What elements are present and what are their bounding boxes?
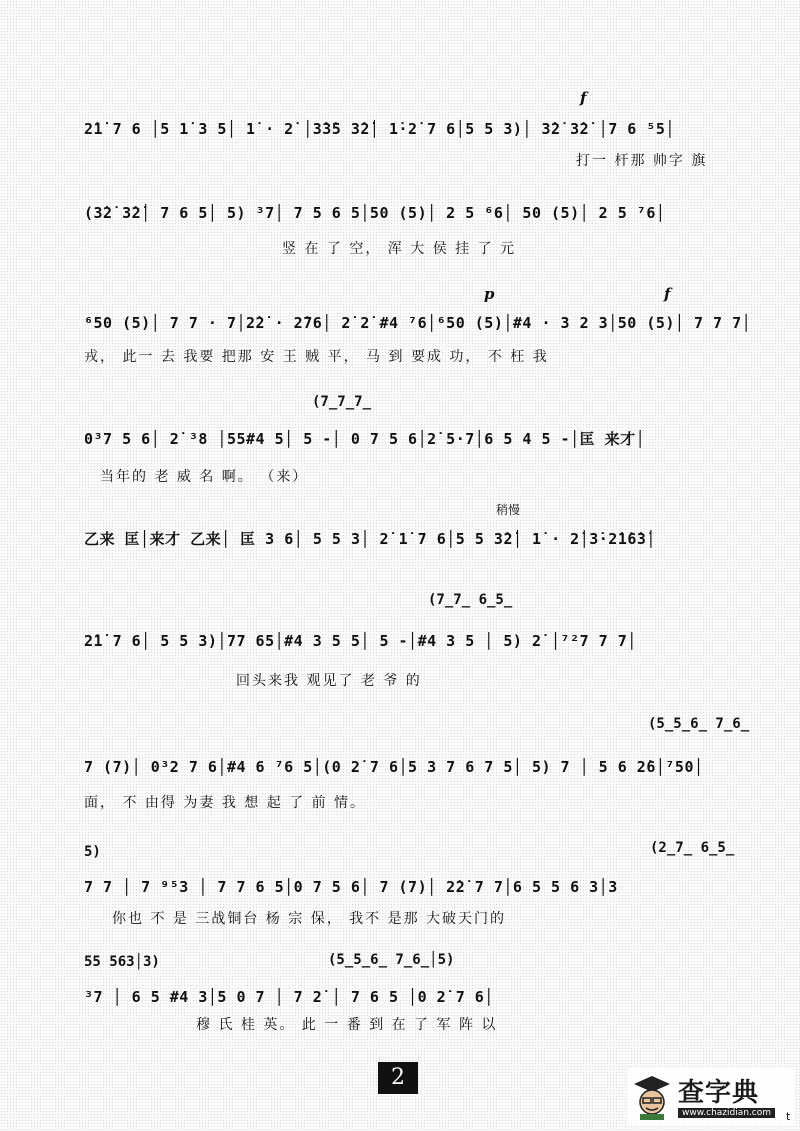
watermark-title: 查字典 — [678, 1078, 760, 1108]
bracket-note-4: (7̲7̲7̲ — [312, 394, 372, 410]
watermark — [628, 1068, 794, 1126]
notation-line-8: 7 7 │ 7 ⁹⁵3 │ 7 7 6 5│0 7 5 6│ 7 (7)│ 2̇2̇ 7 7│6 5 5 6 3│3 — [84, 878, 618, 896]
lyrics-line-8: 你也 不 是 三战铜台 杨 宗 保， 我不 是那 大破天门的 — [112, 911, 507, 927]
lyrics-line-4: 当年的 老 威 名 啊。 （来） — [100, 469, 309, 485]
lyrics-line-6: 回头来我 观见了 老 爷 的 — [236, 673, 422, 689]
notation-line-5: 乙来 匡│来才 乙来│ 匡 3 6│ 5 5 3│ 2̇ 1̇ 7 6│5 5 3̇2̇│ 1̇ · 2̇│3̇·2̇1̇6̇3̇│ — [84, 530, 656, 548]
notation-line-3: ⁶50 (5)│ 7 7 · 7│2̇2̇ · 2̇76│ 2̇ 2̇ #4 ⁷6│⁶50 (5)│#4 · 3 2 3│50 (5)│ 7 7 7│ — [84, 314, 752, 332]
watermark-url: www.chazidian.com — [678, 1108, 775, 1118]
notation-line-2: (3̇2̇ 3̇2̇│ 7 6 5│ 5) ³7│ 7 5 6 5│50 (5)│ 2 5 ⁶6│ 50 (5)│ 2 5 ⁷6│ — [84, 204, 666, 222]
notation-line-7: 7 (7)│ 0³2 7 6│#4 6 ⁷6 5│(0 2̇ 7 6│5 3 7 6 7 5│ 5) 7 │ 5 6 2̇6│⁷50│ — [84, 758, 704, 776]
lyrics-line-3: 戎， 此一 去 我要 把那 安 王 贼 平， 马 到 要成 功， 不 枉 我 — [84, 349, 549, 365]
notation-line-6: 2̇1̇ 7 6│ 5 5 3)│77 65│#4 3 5 5│ 5 -│#4 3 5 │ 5) 2̇ │⁷²7 7 7│ — [84, 632, 637, 650]
bracket-note-8: (2̲7̲ 6̲5̲ — [650, 840, 735, 856]
lyrics-line-7: 面， 不 由得 为妻 我 想 起 了 前 情。 — [84, 795, 367, 811]
bracket-note-6: (7̲7̲ 6̲5̲ — [428, 592, 513, 608]
tempo-mark: 稍慢 — [496, 503, 521, 517]
watermark-suffix: t — [786, 1110, 791, 1123]
pre-note-8: 5) — [84, 844, 101, 860]
bracket-note-7: (5̲5̲6̲ 7̲6̲ — [648, 716, 750, 732]
dynamic-mark-p: p — [484, 285, 495, 303]
pre-note-9: 55 563│3) — [84, 954, 160, 970]
lyrics-line-9: 穆 氏 桂 英。 此 一 番 到 在 了 军 阵 以 — [196, 1017, 498, 1033]
notation-line-1: 2̇1̇ 7 6 │5 1̇ 3 5│ 1̇ · 2̇ │3̇3̇5 3̇2̇│ 1̇·2̇ 7 6│5 5 3)│ 3̇2̇ 3̇2̇ │7 6 ⁵5│ — [84, 120, 675, 138]
bracket-note-9: (5̲5̲6̲ 7̲6̲│5) — [328, 952, 455, 968]
lyrics-line-2: 竖 在 了 空， 浑 大 侯 挂 了 元 — [282, 241, 517, 257]
notation-line-4: 0³7 5 6│ 2̇ ³8 │55#4 5│ 5 -│ 0 7 5 6│2̇ 5·7│6 5 4 5 -│匡 来才│ — [84, 430, 646, 448]
page-number: 2 — [378, 1062, 418, 1094]
dynamic-mark: f — [580, 89, 587, 107]
scholar-logo-icon — [632, 1074, 672, 1120]
notation-line-9: ³7 │ 6 5 #4 3│5 0 7 │ 7 2̇ │ 7 6 5 │0 2̇ 7 6│ — [84, 988, 494, 1006]
dynamic-mark-f: f — [664, 285, 671, 303]
lyrics-line-1: 打一 杆那 帅字 旗 — [576, 153, 708, 169]
